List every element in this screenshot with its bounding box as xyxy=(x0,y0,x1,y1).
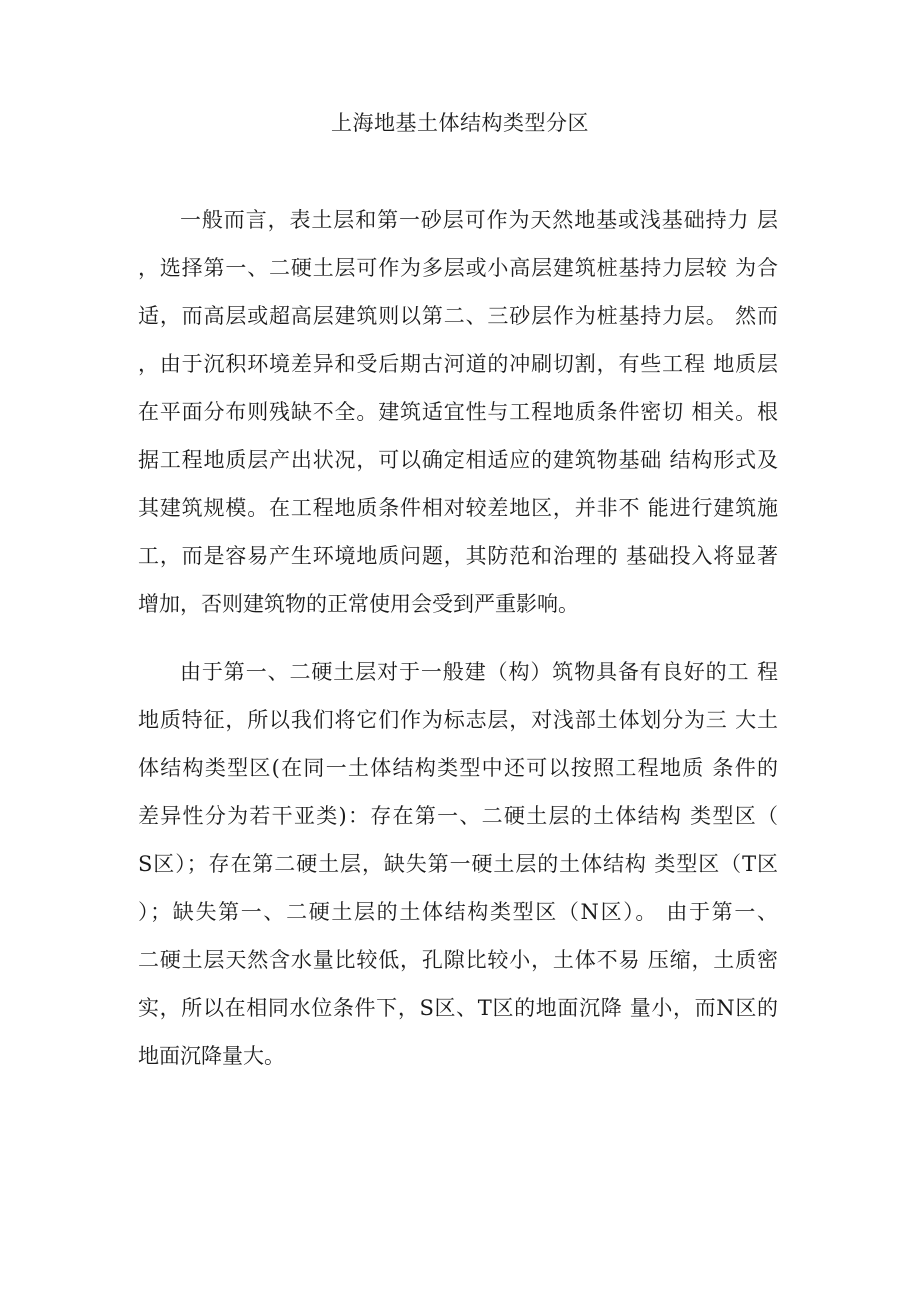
paragraph-line: ，由于沉积环境差异和受后期古河道的冲刷切割，有些工程 地质层 xyxy=(138,352,778,376)
paragraph-line: 地面沉降量大。 xyxy=(138,1044,285,1068)
paragraph-line: 差异性分为若干亚类)：存在第一、二硬土层的土体结构 类型区（ xyxy=(138,804,778,828)
paragraph-line: 在平面分布则残缺不全。建筑适宜性与工程地质条件密切 相关。根 xyxy=(138,400,778,424)
paragraph-line: 据工程地质层产出状况，可以确定相适应的建筑物基础 结构形式及 xyxy=(138,448,778,472)
paragraph-2 xyxy=(138,648,778,1080)
paragraph-line: S区）；存在第二硬土层，缺失第一硬土层的土体结构 类型区（T区 xyxy=(138,852,778,876)
document-title: 上海地基土体结构类型分区 xyxy=(331,111,589,135)
paragraph-line: 适，而高层或超高层建筑则以第二、三砂层作为桩基持力层。 然而 xyxy=(138,304,778,328)
paragraph-line: 实，所以在相同水位条件下，S区、T区的地面沉降 量小，而N区的 xyxy=(138,996,778,1020)
paragraph-line: 由于第一、二硬土层对于一般建（构）筑物具备有良好的工 程 xyxy=(180,660,778,684)
paragraph-line: 二硬土层天然含水量比较低，孔隙比较小，土体不易 压缩，土质密 xyxy=(138,948,778,972)
paragraph-line: 其建筑规模。在工程地质条件相对较差地区，并非不 能进行建筑施 xyxy=(138,496,778,520)
paragraph-line: 体结构类型区(在同一土体结构类型中还可以按照工程地质 条件的 xyxy=(138,756,778,780)
paragraph-line: ）；缺失第一、二硬土层的土体结构类型区（N区）。 由于第一、 xyxy=(138,900,778,924)
paragraph-1 xyxy=(138,196,778,628)
paragraph-line: 工，而是容易产生环境地质问题，其防范和治理的 基础投入将显著 xyxy=(138,544,778,568)
paragraph-line: 地质特征，所以我们将它们作为标志层，对浅部土体划分为三 大土 xyxy=(138,708,778,732)
paragraph-line: 增加，否则建筑物的正常使用会受到严重影响。 xyxy=(138,592,579,616)
paragraph-line: ，选择第一、二硬土层可作为多层或小高层建筑桩基持力层较 为合 xyxy=(138,256,778,280)
paragraph-line: 一般而言，表土层和第一砂层可作为天然地基或浅基础持力 层 xyxy=(180,208,778,232)
